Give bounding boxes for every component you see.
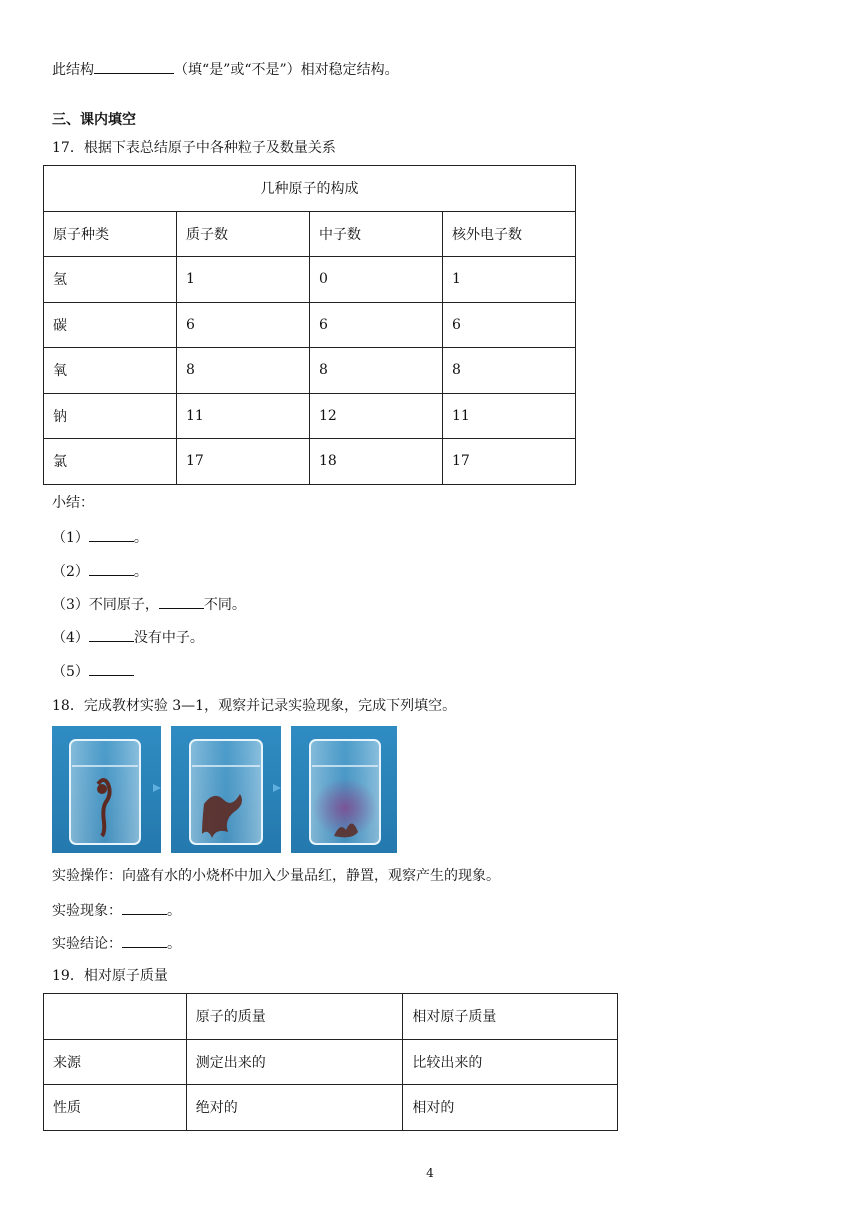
- q18-operation: 实验操作：向盛有水的小烧杯中加入少量品红，静置，观察产生的现象。: [52, 868, 500, 884]
- header-cell: 原子的质量: [186, 994, 403, 1040]
- table-row: [44, 1039, 618, 1085]
- section-heading: 三、课内填空: [52, 112, 136, 128]
- item-prefix: （1）: [52, 530, 89, 546]
- q19-stem: 19．相对原子质量: [52, 968, 168, 984]
- table-row: [44, 302, 576, 348]
- table-cell: 比较出来的: [403, 1039, 618, 1085]
- table-caption: 几种原子的构成: [44, 166, 576, 212]
- answer-blank[interactable]: [94, 59, 174, 74]
- table-cell: 17: [443, 439, 576, 485]
- summary-item: [52, 594, 246, 615]
- table-cell: 8: [177, 348, 310, 394]
- table-cell: 6: [310, 302, 443, 348]
- answer-blank[interactable]: [159, 594, 204, 609]
- relative-atomic-mass-table: [43, 993, 618, 1131]
- answer-blank[interactable]: [89, 627, 134, 642]
- header-cell: 质子数: [177, 211, 310, 257]
- q18-phenomenon: [52, 900, 181, 921]
- beaker-1: [70, 740, 140, 844]
- header-cell: 相对原子质量: [403, 994, 618, 1040]
- answer-blank[interactable]: [122, 933, 167, 948]
- table-cell: 1: [177, 257, 310, 303]
- summary-item: [52, 627, 204, 648]
- table-cell: 性质: [44, 1085, 187, 1131]
- beaker-sequence-illustration: [52, 726, 397, 853]
- table-cell: 18: [310, 439, 443, 485]
- table-cell: 碳: [44, 302, 177, 348]
- phenomenon-suffix: 。: [167, 903, 181, 919]
- beaker-2: [190, 740, 262, 844]
- answer-blank[interactable]: [89, 561, 134, 576]
- summary-item: [52, 661, 134, 682]
- intro-line: [52, 59, 399, 80]
- intro-before: 此结构: [52, 62, 94, 78]
- item-suffix: 。: [133, 530, 148, 546]
- table-cell: 8: [443, 348, 576, 394]
- table-cell: 钠: [44, 393, 177, 439]
- table-cell: 11: [177, 393, 310, 439]
- answer-blank[interactable]: [89, 661, 134, 676]
- table-cell: 8: [310, 348, 443, 394]
- page-number: 4: [426, 1166, 434, 1180]
- item-suffix: 不同。: [203, 597, 246, 613]
- item-prefix: （5）: [52, 664, 89, 680]
- table-row: [44, 257, 576, 303]
- header-cell: [44, 994, 187, 1040]
- table-row: [44, 439, 576, 485]
- table-row: [44, 348, 576, 394]
- summary-label: 小结：: [52, 495, 94, 511]
- phenomenon-label: 实验现象：: [52, 903, 122, 919]
- table-row: [44, 1085, 618, 1131]
- table-cell: 0: [310, 257, 443, 303]
- table-cell: 11: [443, 393, 576, 439]
- table-cell: 测定出来的: [186, 1039, 403, 1085]
- table-row: [44, 393, 576, 439]
- table-cell: 17: [177, 439, 310, 485]
- atom-composition-table: [43, 165, 576, 485]
- table-header-row: [44, 994, 618, 1040]
- diffusion-experiment-photo: [52, 726, 397, 853]
- intro-after: （填“是”或“不是”）相对稳定结构。: [174, 62, 399, 78]
- table-cell: 氢: [44, 257, 177, 303]
- conclusion-label: 实验结论：: [52, 936, 122, 952]
- q18-conclusion: [52, 933, 181, 954]
- q17-stem: 17．根据下表总结原子中各种粒子及数量关系: [52, 140, 336, 156]
- table-cell: 绝对的: [186, 1085, 403, 1131]
- item-prefix: （2）: [52, 564, 89, 580]
- header-cell: 原子种类: [44, 211, 177, 257]
- summary-item: [52, 527, 148, 548]
- item-suffix: 没有中子。: [133, 630, 204, 646]
- table-cell: 12: [310, 393, 443, 439]
- table-cell: 氧: [44, 348, 177, 394]
- answer-blank[interactable]: [89, 527, 134, 542]
- header-cell: 中子数: [310, 211, 443, 257]
- item-prefix: （3）不同原子，: [52, 597, 159, 613]
- answer-blank[interactable]: [122, 900, 167, 915]
- table-cell: 相对的: [403, 1085, 618, 1131]
- header-cell: 核外电子数: [443, 211, 576, 257]
- table-cell: 1: [443, 257, 576, 303]
- table-cell: 6: [177, 302, 310, 348]
- conclusion-suffix: 。: [167, 936, 181, 952]
- item-suffix: 。: [133, 564, 148, 580]
- table-cell: 氯: [44, 439, 177, 485]
- summary-item: [52, 561, 148, 582]
- table-cell: 来源: [44, 1039, 187, 1085]
- beaker-3: [310, 740, 380, 844]
- table-cell: 6: [443, 302, 576, 348]
- table-header-row: [44, 211, 576, 257]
- q18-stem: 18．完成教材实验 3—1，观察并记录实验现象，完成下列填空。: [52, 698, 457, 714]
- item-prefix: （4）: [52, 630, 89, 646]
